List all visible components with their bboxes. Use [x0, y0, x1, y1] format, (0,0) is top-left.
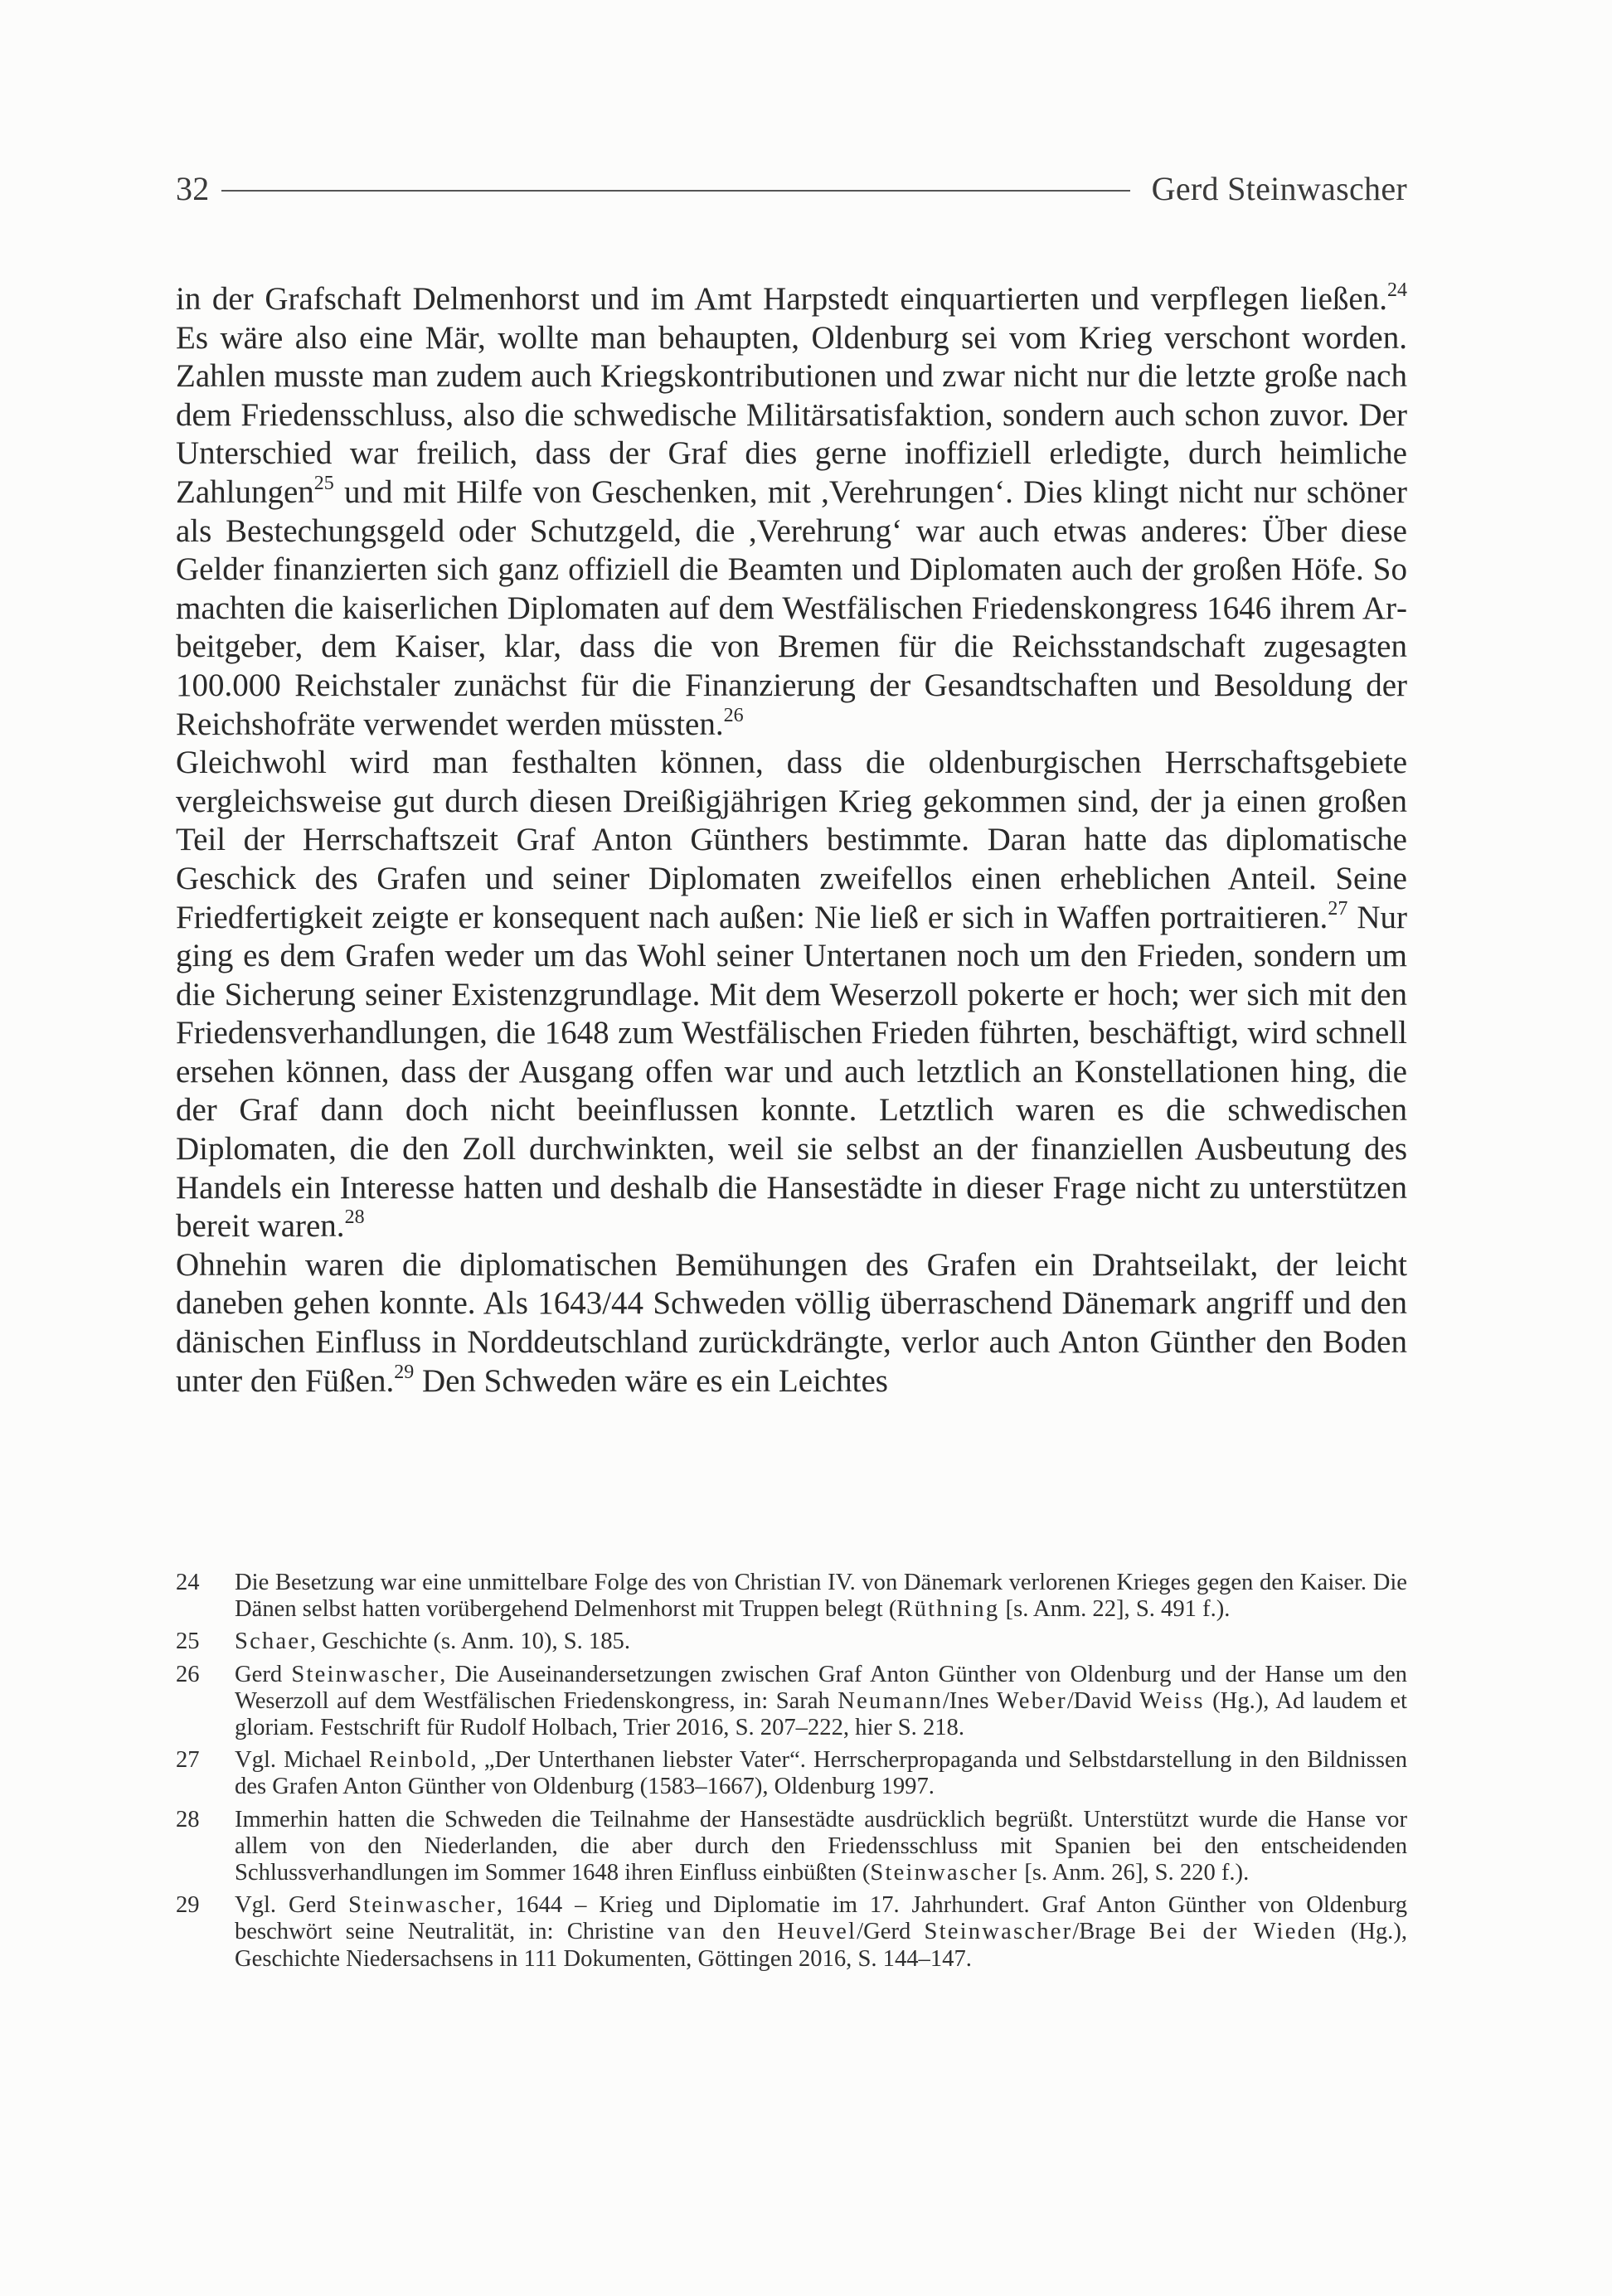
footnote-text: Vgl. Michael Reinbold, „Der Unterthanen liebster Vater“. Herrscherpropaganda und Selbstdarstellung in den Bildnissen des Grafen Anton Günther von Oldenburg (1583–1667), Oldenburg 1997.: [235, 1747, 1408, 1800]
spaced-author-name: Rüthning: [896, 1596, 1000, 1623]
spaced-author-name: Steinwascher: [924, 1919, 1073, 1945]
footnote-reference: 26: [723, 704, 744, 726]
footnote-text: Gerd Steinwascher, Die Auseinandersetzungen zwischen Graf Anton Günther von Oldenburg und der Hanse um den Weserzoll auf dem Westfälischen Friedenskongress, in: Sarah Neumann/Ines Weber/David Weiss (Hg.), Ad laudem et gloriam. Festschrift für Rudolf Holbach, Trier 2016, S. 207–222, hier S. 218.: [235, 1661, 1407, 1741]
main-text: [176, 280, 1407, 1400]
footnote-text: Die Besetzung war eine unmittelbare Folge des von Christian IV. von Dänemark verlorenen Krieges gegen den Kaiser. Die Dänen selbst hatten vorübergehend Delmenhorst mit Truppen belegt (Rüthning [s. Anm. 22], S. 491 f.).: [235, 1570, 1407, 1623]
footnote: [176, 1662, 1407, 1742]
spaced-author-name: Weiss: [1139, 1687, 1205, 1714]
footnote: [176, 1570, 1407, 1623]
footnote-number: 26: [176, 1661, 200, 1687]
footnote: [176, 1747, 1407, 1800]
footnote-number: 29: [176, 1892, 200, 1919]
spaced-author-name: Steinwascher: [870, 1860, 1019, 1886]
footnote: [176, 1629, 1407, 1655]
spaced-author-name: Weber: [996, 1687, 1067, 1714]
footnote-text: Vgl. Gerd Steinwascher, 1644 – Krieg und Diplomatie im 17. Jahrhundert. Graf Anton Günther von Oldenburg beschwört seine Neutralität, in: Christine van den Heuvel/Gerd Steinwascher/Brage Bei der Wieden (Hg.), Geschichte Niedersachsens in 111 Dokumenten, Göttingen 2016, S. 144–147.: [235, 1892, 1407, 1972]
spaced-author-name: Bei der Wieden: [1148, 1919, 1338, 1945]
spaced-author-name: Steinwascher: [291, 1661, 440, 1687]
footnote-text: Immerhin hatten die Schweden die Teilnahme der Hansestädte ausdrücklich begrüßt. Unterstützt wurde die Hanse vor allem von den Niederlanden, die aber durch den Friedensschluss mit Spanien bei den entscheidenden Schlussverhandlungen im Sommer 1648 ihren Einfluss einbüßten (Steinwascher [s. Anm. 26], S. 220 f.).: [235, 1806, 1407, 1886]
footnote-text: Schaer, Geschichte (s. Anm. 10), S. 185.: [235, 1629, 630, 1655]
footnote: [176, 1807, 1407, 1887]
header-rule: [221, 190, 1130, 192]
footnote-reference: 25: [313, 472, 334, 494]
footnote-reference: 24: [1387, 279, 1407, 301]
footnote: [176, 1892, 1407, 1973]
page-number: 32: [176, 169, 210, 207]
spaced-author-name: van den Heuvel: [667, 1919, 857, 1945]
footnote-reference: 27: [1328, 897, 1348, 920]
spaced-author-name: Reinbold: [369, 1747, 471, 1774]
paragraph: in der Grafschaft Delmenhorst und im Amt Harpstedt einquartierten und verpflegen ließen.$^{24}$ Es wäre also eine Mär, wollte man behaupten, Oldenburg sei vom Krieg verschont worden. Zahlen musste man zudem auch Kriegskontributionen und zwar nicht nur die letzte große nach dem Friedensschluss, also die schwedische Militärsatisfaktion, sondern auch schon zuvor. Der Unterschied war freilich, dass der Graf dies gerne inoffiziell erledigte, durch heimliche Zahlungen$^{25}$ und mit Hilfe von Geschenken, mit ,Verehrungen‘. Dies klingt nicht nur schöner als Bestechungsgeld oder Schutzgeld, die ,Verehrung‘ war auch etwas anderes: Über diese Gelder finanzierten sich ganz offiziell die Beamten und Diplomaten auch der großen Höfe. So machten die kaiserlichen Diplomaten auf dem Westfälischen Friedenskongress 1646 ihrem Arbeitgeber, dem Kaiser, klar, dass die von Bremen für die Reichsstandschaft zugesagten 100.000 Reichstaler zunächst für die Finanzierung der Gesandtschaften und Besoldung der Reichshofräte verwendet werden müssten.$^{26}$: [176, 279, 1407, 742]
spaced-author-name: Steinwascher: [348, 1892, 497, 1919]
footnote-number: 28: [176, 1806, 200, 1832]
spaced-author-name: Neumann: [838, 1687, 943, 1714]
paragraph: Gleichwohl wird man festhalten können, dass die oldenburgischen Herrschaftsgebiete vergleichsweise gut durch diesen Dreißigjährigen Krieg gekommen sind, der ja einen großen Teil der Herrschaftszeit Graf Anton Günthers bestimmte. Daran hatte das diplomatische Geschick des Grafen und seiner Diplomaten zweifellos einen erheblichen Anteil. Seine Friedfertigkeit zeigte er konsequent nach außen: Nie ließ er sich in Waffen portraitieren.$^{27}$ Nur ging es dem Grafen weder um das Wohl seiner Untertanen noch um den Frieden, sondern um die Sicherung seiner Existenzgrundlage. Mit dem Weserzoll pokerte er hoch; wer sich mit den Friedensverhandlungen, die 1648 zum Westfälischen Frieden führten, beschäftigt, wird schnell ersehen können, dass der Ausgang offen war und auch letztlich an Konstellationen hing, die der Graf dann doch nicht beeinflussen konnte. Letztlich waren es die schwedischen Diplomaten, die den Zoll durchwinkten, weil sie selbst an der finanziellen Ausbeutung des Handels ein Interesse hatten und deshalb die Hansestädte in dieser Frage nicht zu unterstützen bereit waren.$^{28}$: [176, 745, 1407, 1245]
footnotes: [176, 1570, 1407, 1978]
footnote-number: 24: [176, 1570, 200, 1595]
paragraph: Ohnehin waren die diplomatischen Bemühungen des Grafen ein Drahtseilakt, der leicht daneben gehen konnte. Als 1643/44 Schweden völlig überraschend Dänemark angriff und den dänischen Einfluss in Norddeutschland zurückdrängte, verlor auch Anton Günther den Boden unter den Füßen.$^{29}$ Den Schweden wäre es ein Leichtes: [176, 1246, 1407, 1399]
spaced-author-name: Schaer: [235, 1629, 310, 1655]
footnote-reference: 29: [394, 1361, 415, 1383]
running-head: [176, 159, 1407, 217]
footnote-number: 25: [176, 1629, 200, 1655]
footnote-reference: 28: [344, 1206, 365, 1229]
footnote-number: 27: [176, 1747, 200, 1774]
running-head-author: Gerd Steinwascher: [1151, 169, 1407, 207]
